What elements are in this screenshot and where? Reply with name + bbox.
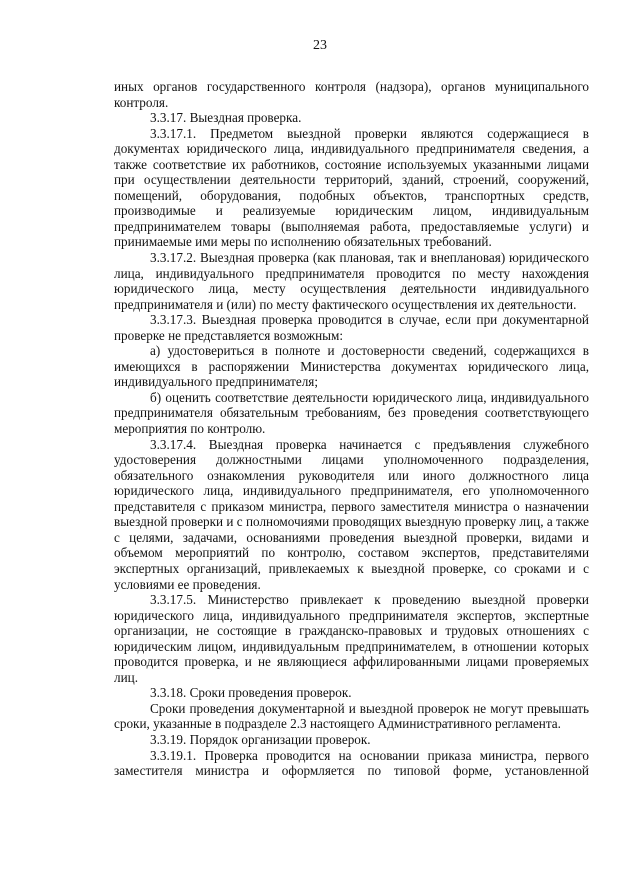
paragraph-3-3-17-4: 3.3.17.4. Выездная проверка начинается с предъявления служебного удостоверения должностными лицами уполномоченного подразделения, обязательного ознакомления руководителя или иного должностного лица юридического лица, индивидуального предпринимателя, его уполномоченного представителя с приказом министра, первого заместителя министра о назначении выездной проверки и с полномочиями проводящих выездную проверку лиц, а также с целями, задачами, основаниями проведения выездной проверки, видами и объемом мероприятий по контролю, составом экспертов, представителями экспертных организаций, привлекаемых к выездной проверке, со сроками и с условиями ее проведения. — [114, 436, 589, 592]
paragraph-3-3-17-5: 3.3.17.5. Министерство привлекает к проведению выездной проверки юридического лица, индивидуального предпринимателя экспертов, экспертные организации, не состоящие в гражданско-правовых и трудовых отношениях с юридическим лицом, индивидуальным предпринимателем, в отношении которых проводится проверка, и не являющиеся аффилированными лицами проверяемых лиц. — [114, 592, 589, 685]
section-heading-3-3-18: 3.3.18. Сроки проведения проверок. — [150, 685, 352, 701]
paragraph-3-3-17-2: 3.3.17.2. Выездная проверка (как плановая, так и внеплановая) юридического лица, индивидуального предпринимателя проводится по месту нахождения юридического лица, месту осуществления деятельности индивидуального предпринимателя и (или) по месту фактического осуществления их деятельности. — [114, 250, 589, 312]
paragraph-3-3-17-1: 3.3.17.1. Предметом выездной проверки являются содержащиеся в документах юридического лица, индивидуального предпринимателя сведения, а также соответствие их работников, состояние используемых указанными лицами при осуществлении деятельности территорий, зданий, строений, сооружений, помещений, оборудования, подобных объектов, транспортных средств, производимые и реализуемые юридическим лицом, индивидуальным предпринимателем товары (выполняемая работа, предоставляемые услуги) и принимаемые ими меры по исполнению обязательных требований. — [114, 125, 589, 250]
list-item-b: б) оценить соответствие деятельности юридического лица, индивидуального предпринимателя обязательным требованиям, без проведения соответствующего мероприятия по контролю. — [114, 389, 589, 437]
section-heading-3-3-19: 3.3.19. Порядок организации проверок. — [150, 731, 371, 747]
page-number: 23 — [313, 38, 327, 53]
section-heading-3-3-17: 3.3.17. Выездная проверка. — [150, 110, 302, 126]
paragraph-deadlines: Сроки проведения документарной и выездной проверок не могут превышать сроки, указанные в подразделе 2.3 настоящего Административного регламента. — [114, 700, 589, 732]
paragraph-3-3-19-1: 3.3.19.1. Проверка проводится на основании приказа министра, первого заместителя министра и оформляется по типовой форме, установленной — [114, 747, 589, 779]
paragraph-3-3-17-3: 3.3.17.3. Выездная проверка проводится в случае, если при документарной проверке не представляется возможным: — [114, 312, 589, 343]
paragraph-continuation: иных органов государственного контроля (надзора), органов муниципального контроля. — [114, 79, 589, 110]
document-body — [114, 79, 589, 779]
list-item-a: а) удостовериться в полноте и достоверности сведений, содержащихся в имеющихся в распоряжении Министерства документах юридического лица, индивидуального предпринимателя; — [114, 343, 589, 390]
